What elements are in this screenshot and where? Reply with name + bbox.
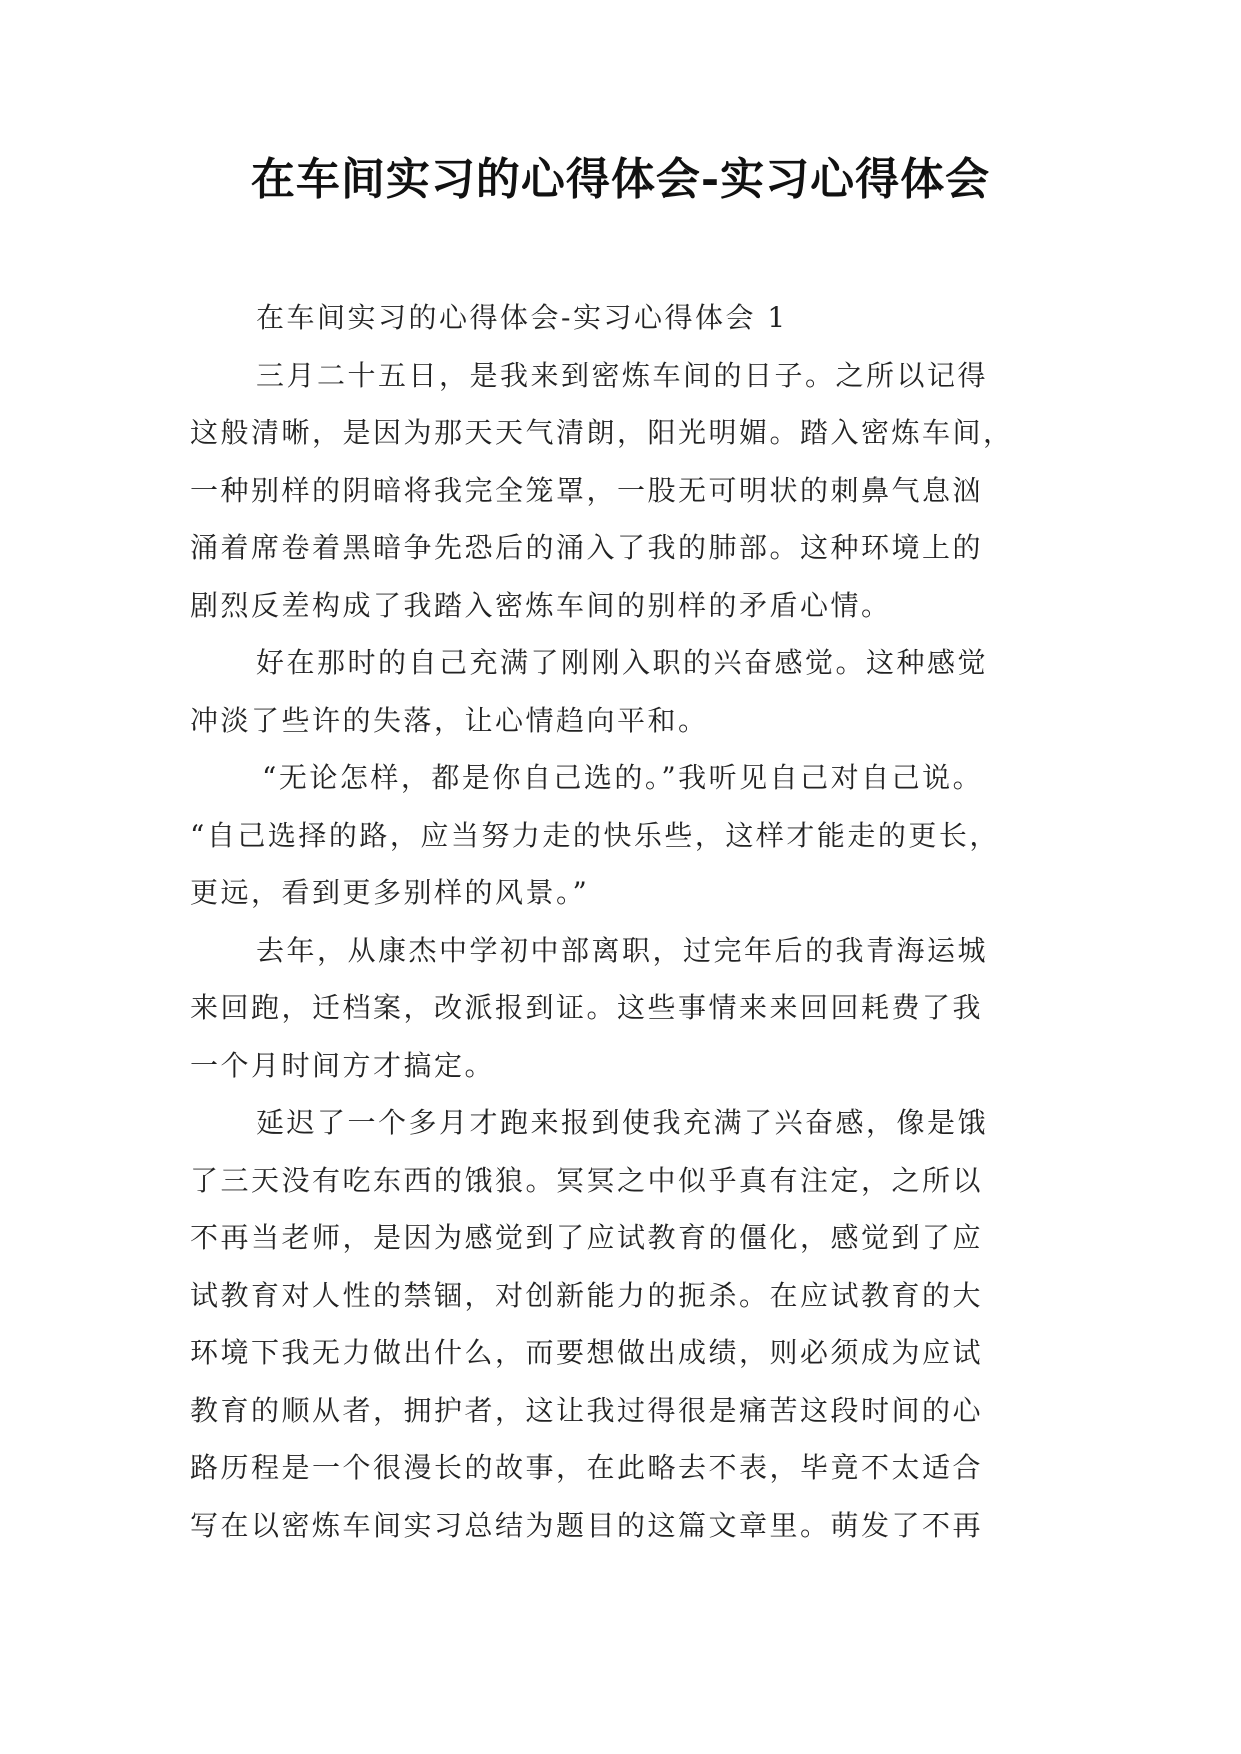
paragraph-line: 剧烈反差构成了我踏入密炼车间的别样的矛盾心情。 — [190, 588, 892, 622]
paragraph-line: “无论怎样，都是你自己选的。”我听见自己对自己说。 — [262, 761, 984, 794]
paragraph-line: 涌着席卷着黑暗争先恐后的涌入了我的肺部。这种环境上的 — [190, 531, 984, 564]
paragraph-line: 三月二十五日，是我来到密炼车间的日子。之所以记得 — [256, 358, 989, 392]
paragraph-line: 试教育对人性的禁锢，对创新能力的扼杀。在应试教育的大 — [190, 1278, 984, 1312]
document-title: 在车间实习的心得体会-实习心得体会 — [250, 154, 991, 205]
paragraph-line: 去年，从康杰中学初中部离职，过完年后的我青海运城 — [256, 933, 989, 967]
paragraph-line: 教育的顺从者，拥护者，这让我过得很是痛苦这段时间的心 — [190, 1393, 984, 1427]
paragraph-line: 更远，看到更多别样的风景。” — [190, 876, 590, 909]
paragraph-line: 了三天没有吃东西的饿狼。冥冥之中似乎真有注定，之所以 — [190, 1163, 984, 1197]
paragraph-line: 一种别样的阴暗将我完全笼罩，一股无可明状的刺鼻气息汹 — [190, 473, 984, 507]
paragraph-line: 路历程是一个很漫长的故事，在此略去不表，毕竟不太适合 — [190, 1451, 984, 1484]
paragraph-line: 延迟了一个多月才跑来报到使我充满了兴奋感，像是饿 — [256, 1106, 989, 1139]
paragraph-line: 好在那时的自己充满了刚刚入职的兴奋感觉。这种感觉 — [256, 646, 989, 679]
paragraph-line: 这般清晰，是因为那天天气清朗，阳光明媚。踏入密炼车间， — [190, 416, 1014, 449]
document-body — [190, 289, 1050, 1554]
paragraph-line: 冲淡了些许的失落，让心情趋向平和。 — [190, 703, 709, 737]
paragraph-line: 来回跑，迁档案，改派报到证。这些事情来来回回耗费了我 — [190, 991, 984, 1024]
paragraph-line: 环境下我无力做出什么，而要想做出成绩，则必须成为应试 — [190, 1336, 984, 1369]
subtitle-line: 在车间实习的心得体会-实习心得体会 1 — [256, 301, 788, 334]
paragraph-line: 写在以密炼车间实习总结为题目的这篇文章里。萌发了不再 — [190, 1508, 984, 1542]
paragraph-line: “自己选择的路，应当努力走的快乐些，这样才能走的更长， — [190, 818, 1000, 852]
paragraph-line: 不再当老师，是因为感觉到了应试教育的僵化，感觉到了应 — [190, 1221, 984, 1254]
paragraph-line: 一个月时间方才搞定。 — [190, 1048, 496, 1082]
